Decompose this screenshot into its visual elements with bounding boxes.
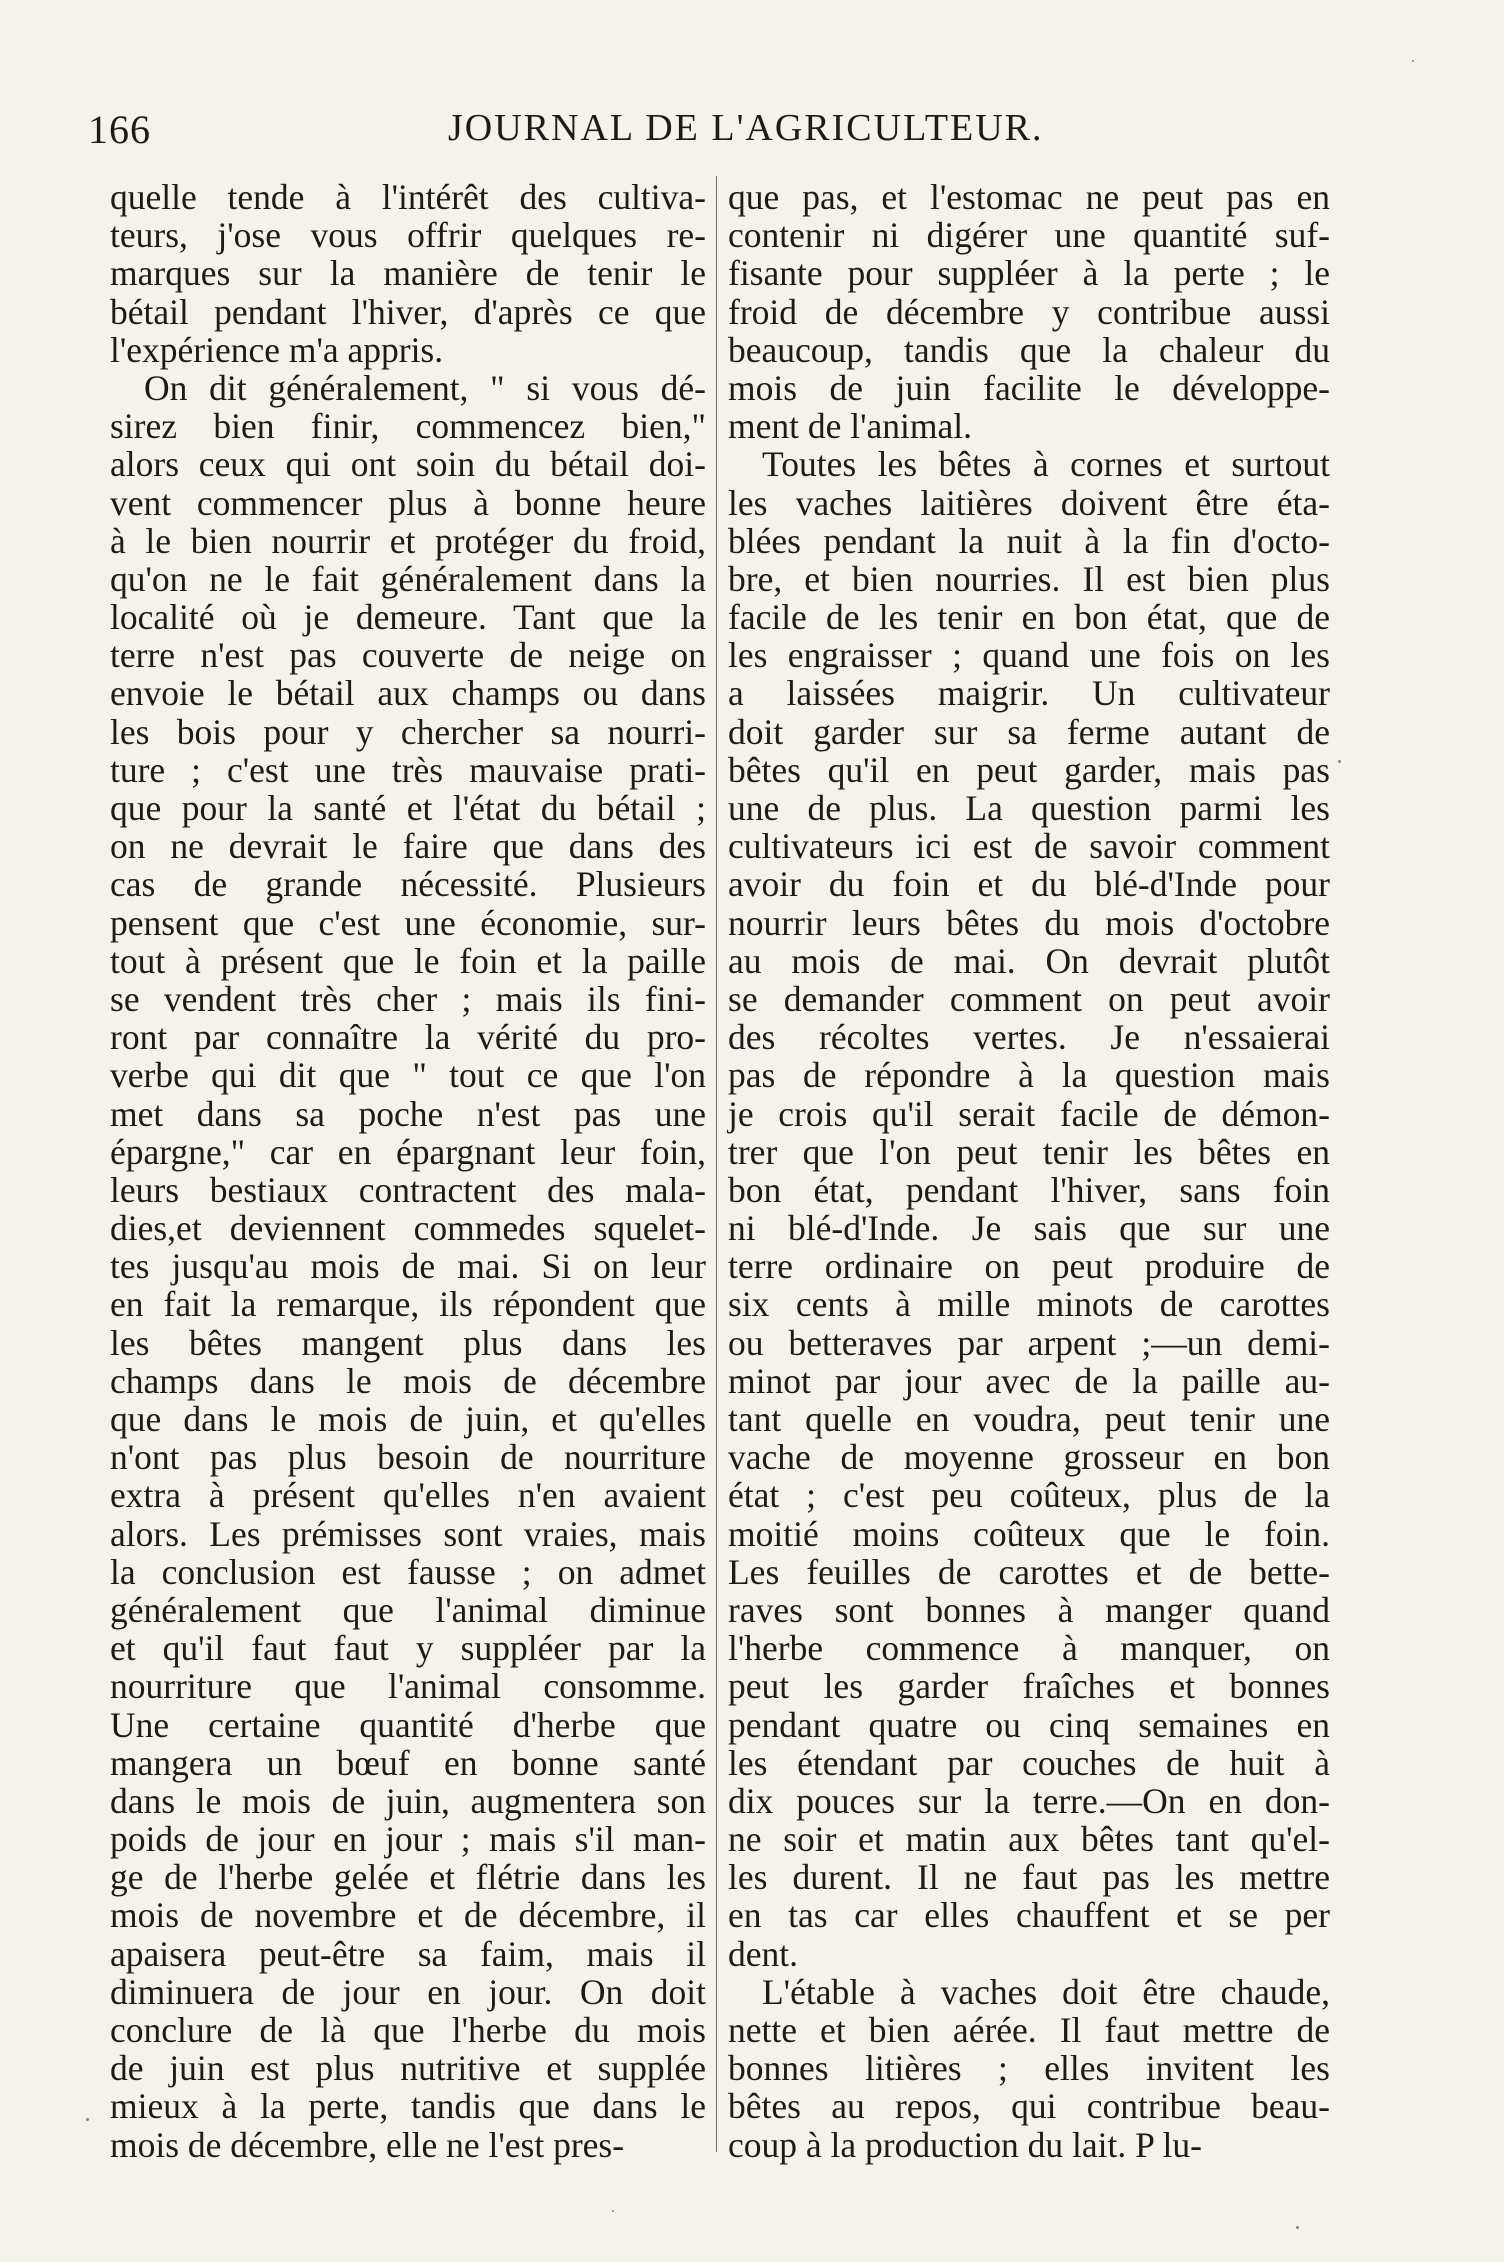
- text-line: bre, et bien nourries. Il est bien plus: [728, 558, 1330, 599]
- text-line: marques sur la manière de tenir le: [110, 253, 706, 294]
- text-line: raves sont bonnes à manger quand: [728, 1589, 1330, 1630]
- text-line: ment de l'animal.: [728, 406, 972, 447]
- text-line: dans le mois de juin, augmentera son: [110, 1780, 706, 1821]
- page-number: 166: [88, 107, 151, 152]
- text-line: des récoltes vertes. Je n'essaierai: [728, 1017, 1330, 1058]
- text-line: la conclusion est fausse ; on admet: [110, 1551, 706, 1592]
- text-line: verbe qui dit que " tout ce que l'on: [110, 1055, 706, 1096]
- text-line: bonnes litières ; elles invitent les: [728, 2048, 1330, 2089]
- text-line: à le bien nourrir et protéger du froid,: [110, 520, 706, 561]
- text-line: bétail pendant l'hiver, d'après ce que: [110, 291, 706, 332]
- text-line: ni blé-d'Inde. Je sais que sur une: [728, 1208, 1330, 1249]
- text-line: tes jusqu'au mois de mai. Si on leur: [110, 1246, 706, 1287]
- text-line: se vendent très cher ; mais ils fini-: [110, 978, 706, 1019]
- text-line: se demander comment on peut avoir: [728, 978, 1330, 1019]
- text-line: pensent que c'est une économie, sur-: [110, 902, 706, 943]
- text-line: les étendant par couches de huit à: [728, 1742, 1330, 1783]
- text-line: diminuera de jour en jour. On doit: [110, 1971, 706, 2012]
- text-line: a laissées maigrir. Un cultivateur: [728, 673, 1330, 714]
- text-line: vent commencer plus à bonne heure: [110, 482, 706, 523]
- text-line: champs dans le mois de décembre: [110, 1360, 706, 1401]
- text-line: ture ; c'est une très mauvaise prati-: [110, 749, 706, 790]
- text-line: je crois qu'il serait facile de démon-: [728, 1093, 1330, 1134]
- text-line: teurs, j'ose vous offrir quelques re-: [110, 215, 706, 256]
- text-line: au mois de mai. On devrait plutôt: [728, 940, 1330, 981]
- text-line: n'ont pas plus besoin de nourriture: [110, 1437, 706, 1478]
- text-line: extra à présent qu'elles n'en avaient: [110, 1475, 706, 1516]
- text-line: l'herbe commence à manquer, on: [728, 1628, 1330, 1669]
- right-column: [728, 178, 1330, 2164]
- scan-speck: [1338, 760, 1341, 763]
- text-line: mois de décembre, elle ne l'est pres-: [110, 2124, 625, 2165]
- text-line: met dans sa poche n'est pas une: [110, 1093, 706, 1134]
- text-line: nourriture que l'animal consomme.: [110, 1666, 706, 1707]
- text-line: épargne," car en épargnant leur foin,: [110, 1131, 706, 1172]
- text-line: de juin est plus nutritive et supplée: [110, 2048, 706, 2089]
- text-line: état ; c'est peu coûteux, plus de la: [728, 1475, 1330, 1516]
- text-line: dent.: [728, 1933, 798, 1974]
- text-line: bon état, pendant l'hiver, sans foin: [728, 1169, 1330, 1210]
- text-line: en tas car elles chauffent et se per: [728, 1895, 1330, 1936]
- text-line: les durent. Il ne faut pas les mettre: [728, 1857, 1330, 1898]
- text-line: coup à la production du lait. P lu-: [728, 2124, 1202, 2165]
- text-line: que pas, et l'estomac ne peut pas en: [728, 177, 1330, 217]
- text-line: que dans le mois de juin, et qu'elles: [110, 1399, 706, 1439]
- scan-speck: [612, 2210, 614, 2212]
- text-line: dies,et deviennent commedes squelet-: [110, 1208, 706, 1249]
- text-line: ou betteraves par arpent ;—un demi-: [728, 1322, 1330, 1363]
- text-line: nourrir leurs bêtes du mois d'octobre: [728, 902, 1330, 943]
- text-line: en fait la remarque, ils répondent que: [110, 1284, 706, 1325]
- text-line: cas de grande nécessité. Plusieurs: [110, 864, 706, 905]
- text-line: froid de décembre y contribue aussi: [728, 291, 1330, 332]
- text-line: envoie le bétail aux champs ou dans: [110, 673, 706, 714]
- text-line: les engraisser ; quand une fois on les: [728, 635, 1330, 676]
- text-line: blées pendant la nuit à la fin d'octo-: [728, 520, 1330, 561]
- left-column: [110, 178, 706, 2164]
- text-line: mois de novembre et de décembre, il: [110, 1895, 706, 1936]
- text-line: et qu'il faut faut y suppléer par la: [110, 1628, 706, 1669]
- text-line: doit garder sur sa ferme autant de: [728, 711, 1330, 752]
- text-line: on ne devrait le faire que dans des: [110, 826, 706, 867]
- text-line: cultivateurs ici est de savoir comment: [728, 826, 1330, 867]
- text-line: quelle tende à l'intérêt des cultiva-: [110, 177, 706, 217]
- text-line: ront par connaître la vérité du pro-: [110, 1017, 706, 1058]
- text-line: mieux à la perte, tandis que dans le: [110, 2086, 706, 2127]
- text-line: tant quelle en voudra, peut tenir une: [728, 1399, 1330, 1439]
- text-line: terre n'est pas couverte de neige on: [110, 635, 706, 676]
- text-line: moitié moins coûteux que le foin.: [728, 1513, 1330, 1554]
- text-line: contenir ni digérer une quantité suf-: [728, 215, 1330, 256]
- text-line: que pour la santé et l'état du bétail ;: [110, 788, 706, 828]
- text-line: beaucoup, tandis que la chaleur du: [728, 329, 1330, 370]
- text-line: bêtes qu'il en peut garder, mais pas: [728, 749, 1330, 790]
- text-line: qu'on ne le fait généralement dans la: [110, 558, 706, 599]
- text-line: sirez bien finir, commencez bien,": [110, 406, 706, 447]
- text-line: mangera un bœuf en bonne santé: [110, 1742, 706, 1783]
- text-line: On dit généralement, " si vous dé-: [144, 367, 706, 408]
- text-line: minot par jour avec de la paille au-: [728, 1360, 1330, 1401]
- text-line: nette et bien aérée. Il faut mettre de: [728, 2010, 1330, 2050]
- text-line: ne soir et matin aux bêtes tant qu'el-: [728, 1819, 1330, 1860]
- text-line: apaisera peut-être sa faim, mais il: [110, 1933, 706, 1974]
- scan-speck: [1296, 2226, 1299, 2229]
- text-line: une de plus. La question parmi les: [728, 788, 1330, 828]
- text-line: alors. Les prémisses sont vraies, mais: [110, 1513, 706, 1554]
- text-line: fisante pour suppléer à la perte ; le: [728, 253, 1330, 294]
- scan-speck: [1412, 60, 1414, 62]
- page-header: [88, 106, 1308, 166]
- text-line: Les feuilles de carottes et de bette-: [728, 1551, 1330, 1592]
- text-line: les bois pour y chercher sa nourri-: [110, 711, 706, 752]
- text-line: mois de juin facilite le développe-: [728, 367, 1330, 408]
- text-line: pendant quatre ou cinq semaines en: [728, 1704, 1330, 1745]
- text-line: avoir du foin et du blé-d'Inde pour: [728, 864, 1330, 905]
- text-line: poids de jour en jour ; mais s'il man-: [110, 1819, 706, 1860]
- text-line: leurs bestiaux contractent des mala-: [110, 1169, 706, 1210]
- scan-speck: [86, 2118, 89, 2121]
- text-line: pas de répondre à la question mais: [728, 1055, 1330, 1096]
- text-line: l'expérience m'a appris.: [110, 329, 444, 370]
- running-head: JOURNAL DE L'AGRICULTEUR.: [448, 107, 1044, 149]
- text-line: conclure de là que l'herbe du mois: [110, 2010, 706, 2050]
- text-line: peut les garder fraîches et bonnes: [728, 1666, 1330, 1707]
- text-line: six cents à mille minots de carottes: [728, 1284, 1330, 1325]
- text-line: ge de l'herbe gelée et flétrie dans les: [110, 1857, 706, 1898]
- text-line: les bêtes mangent plus dans les: [110, 1322, 706, 1363]
- text-line: les vaches laitières doivent être éta-: [728, 482, 1330, 523]
- text-line: bêtes au repos, qui contribue beau-: [728, 2086, 1330, 2127]
- text-line: tout à présent que le foin et la paille: [110, 940, 706, 981]
- text-line: terre ordinaire on peut produire de: [728, 1246, 1330, 1287]
- text-line: facile de les tenir en bon état, que de: [728, 597, 1330, 638]
- text-line: alors ceux qui ont soin du bétail doi-: [110, 444, 706, 485]
- text-line: trer que l'on peut tenir les bêtes en: [728, 1131, 1330, 1172]
- text-line: L'étable à vaches doit être chaude,: [762, 1971, 1330, 2012]
- text-line: localité où je demeure. Tant que la: [110, 597, 706, 638]
- text-line: vache de moyenne grosseur en bon: [728, 1437, 1330, 1478]
- text-line: dix pouces sur la terre.—On en don-: [728, 1780, 1330, 1821]
- column-divider: [716, 176, 717, 2152]
- text-line: Toutes les bêtes à cornes et surtout: [762, 444, 1330, 485]
- text-line: généralement que l'animal diminue: [110, 1589, 706, 1630]
- text-line: Une certaine quantité d'herbe que: [110, 1704, 706, 1745]
